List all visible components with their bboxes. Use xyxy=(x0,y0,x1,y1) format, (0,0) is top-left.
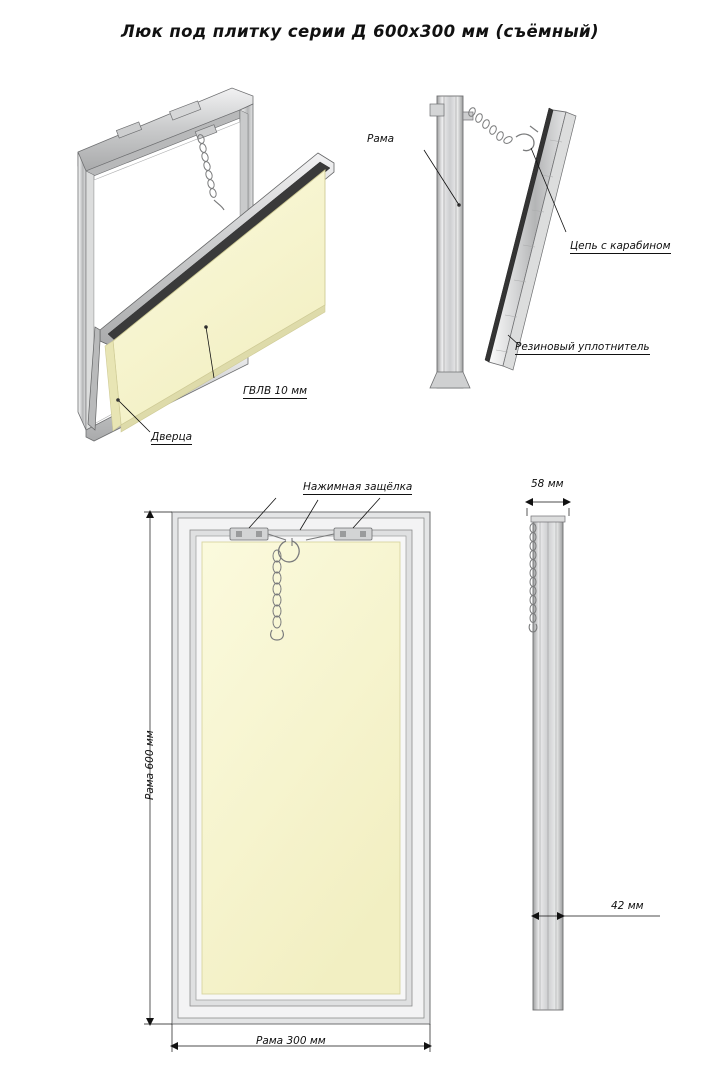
label-rubber-seal: Резиновый уплотнитель xyxy=(515,341,650,353)
label-frame-width: Рама 300 мм xyxy=(256,1035,326,1047)
label-thickness-58: 58 мм xyxy=(531,478,564,490)
label-frame-height: Рама 600 мм xyxy=(144,730,156,800)
dim-depth-58 xyxy=(525,498,571,516)
side-frame-profile xyxy=(430,96,473,388)
iso-door-dot xyxy=(116,398,120,402)
side-door-section xyxy=(485,108,576,370)
label-thickness-42: 42 мм xyxy=(611,900,644,912)
view-side-elevation xyxy=(525,498,660,1010)
side-chain xyxy=(467,107,538,151)
label-gvlv-10mm: ГВЛВ 10 мм xyxy=(243,385,308,397)
page-title: Люк под плитку серии Д 600x300 мм (съёмный) xyxy=(121,22,599,41)
label-chain-with-carabiner: Цепь с карабином xyxy=(570,240,671,252)
label-push-latch: Нажимная защёлка xyxy=(303,481,413,493)
label-door: Дверца xyxy=(151,431,193,443)
label-frame: Рама xyxy=(367,133,395,145)
view-front-elevation xyxy=(144,498,432,1052)
